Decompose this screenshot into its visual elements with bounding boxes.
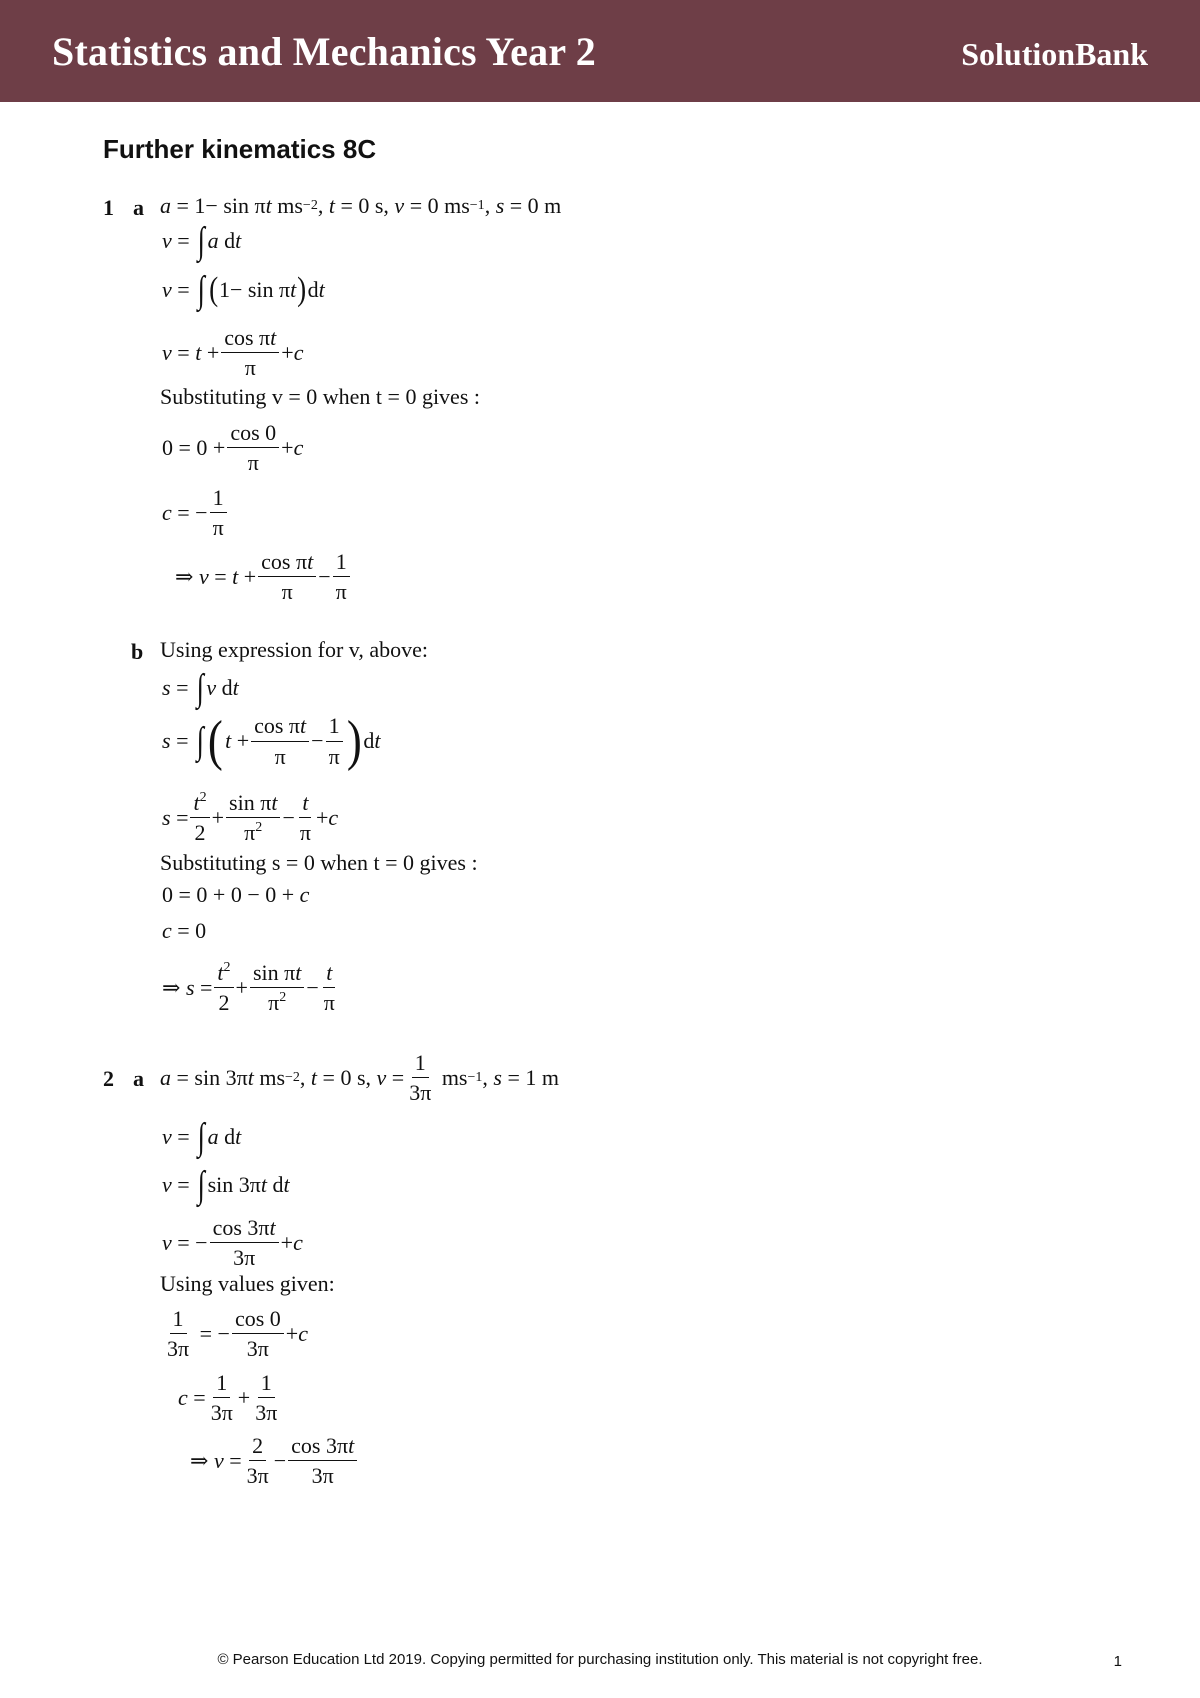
q1a-given: a = 1− sin π t ms −2 , t = 0 s, v = 0 ms −1 , s = 0 m [160, 193, 562, 218]
q1b-step-5: c = 0 [162, 918, 207, 943]
q1a-step-5: c = − $\frac{1}{\pi}$ [162, 485, 229, 541]
q1a-step-1: v = ∫ a d t [162, 220, 242, 262]
page-title: Further kinematics 8C [103, 134, 377, 164]
q2a-step-5: c = $\frac{1}{3\pi}$ + $\frac{1}{3\pi}$ [178, 1370, 278, 1426]
brand-logo-text: SolutionBank [961, 36, 1148, 72]
q1a-step-3: v = t + $\frac{\text{cos πt}}{\pi}$ + c [162, 325, 304, 381]
q1b-intro-text: Using expression for v, above: [160, 637, 429, 662]
q2a-using-values-text: Using values given: [160, 1271, 335, 1296]
question-1a-label: a [133, 195, 144, 220]
q2a-step-3: v = − $\frac{\cos 3\pi t}{3\pi}$ + c [162, 1215, 303, 1271]
q1b-step-2: s = ∫ ( t + $\frac{\text{cos πt}}{\pi}$ − $\frac{1}{\pi}$ ) d t [162, 710, 381, 772]
copyright-notice: © Pearson Education Ltd 2019. Copying permitted for purchasing institution only. This material is not copyright free. [217, 1651, 983, 1668]
q1a-result: ⇒ v = t + $\frac{\text{cos πt}}{\pi}$ − $\frac{1}{\pi}$ [175, 549, 352, 605]
q2a-result: ⇒ v = $\frac{2}{3\pi}$ − $\frac{\cos 3\pi t}{3\pi}$ [190, 1433, 359, 1489]
q2a-given: a = sin 3π t ms −2 , t = 0 s, v = $\frac{1}{3\pi}$ ms −1 , s = 1 m [160, 1050, 559, 1106]
q1a-substitution-text: Substituting v = 0 when t = 0 gives : [160, 384, 480, 409]
book-title: Statistics and Mechanics Year 2 [52, 29, 596, 74]
question-1-number: 1 [103, 195, 114, 220]
question-2-number: 2 [103, 1066, 114, 1091]
q1b-step-4: 0 = 0 + 0 − 0 + c [162, 882, 310, 907]
q1b-result: ⇒ s = $\frac{t^2}{2}$ + $\frac{\text{sin πt}}{\pi^2}$ − $\frac{t}{\pi}$ [162, 960, 335, 1016]
question-1b-label: b [131, 639, 144, 664]
q1a-step-4: 0 = 0 + $\frac{\cos 0}{\pi}$ + c [162, 420, 304, 476]
q1a-step-2: v = ∫ ( 1− sin π t ) d t [162, 269, 325, 311]
page-number: 1 [1113, 1653, 1122, 1670]
question-2a-label: a [133, 1066, 144, 1091]
q2a-step-2: v = ∫ sin 3π t d t [162, 1164, 290, 1206]
header-banner [0, 0, 1200, 102]
q1b-step-1: s = ∫ v d t [162, 667, 239, 709]
q1b-step-3: s = $\frac{t^2}{2}$ + $\frac{\text{sin πt}}{\pi^2}$ − $\frac{t}{\pi}$ + c [162, 790, 339, 846]
q2a-step-4: $\frac{1}{3\pi}$ = − $\frac{\cos 0}{3\pi}$ + c [167, 1306, 308, 1362]
q2a-step-1: v = ∫ a d t [162, 1116, 242, 1158]
q1b-substitution-text: Substituting s = 0 when t = 0 gives : [160, 850, 478, 875]
